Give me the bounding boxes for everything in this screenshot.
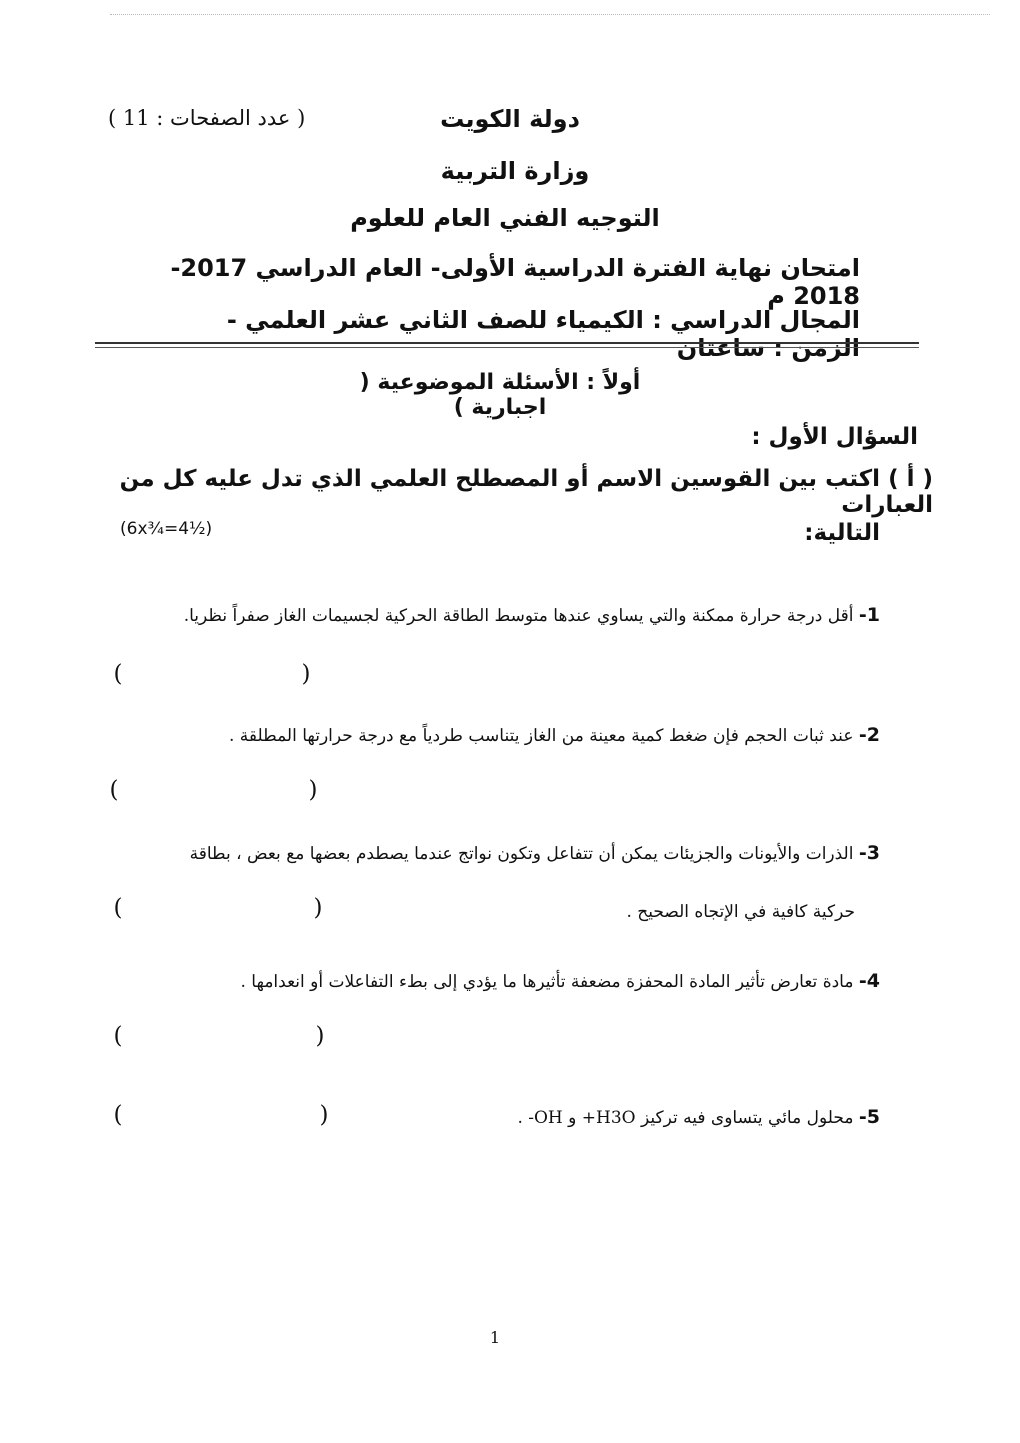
header-rule-thin xyxy=(95,347,919,348)
answer-paren-close: ) xyxy=(313,895,323,921)
answer-paren-open: ( xyxy=(113,1023,123,1049)
question-title: السؤال الأول : xyxy=(751,424,918,450)
page-count: ( عدد الصفحات : 11 ) xyxy=(108,106,306,130)
answer-blank[interactable] xyxy=(124,780,304,806)
answer-blank[interactable] xyxy=(128,664,298,690)
answer-paren-close: ) xyxy=(315,1023,325,1049)
item-number: 4- xyxy=(858,970,880,992)
exam-title: امتحان نهاية الفترة الدراسية الأولى- العام الدراسي 2017-2018 م xyxy=(170,254,860,310)
answer-blank[interactable] xyxy=(128,898,308,924)
answer-paren-open: ( xyxy=(109,777,119,803)
answer-blank[interactable] xyxy=(128,1026,308,1052)
item-text-continuation: حركية كافية في الإتجاه الصحيح . xyxy=(626,902,855,922)
list-item xyxy=(420,1106,880,1128)
state-name: دولة الكويت xyxy=(440,105,580,133)
answer-blank[interactable] xyxy=(128,1105,313,1131)
question-instruction: ( أ ) اكتب بين القوسين الاسم أو المصطلح العلمي الذي تدل عليه كل من العبارات xyxy=(119,466,933,518)
question-instruction-cont: التالية: xyxy=(804,520,880,546)
answer-paren-open: ( xyxy=(113,661,123,687)
item-text: محلول مائي يتساوى فيه تركيز H3O+ و OH- . xyxy=(517,1108,854,1128)
item-text: مادة تعارض تأثير المادة المحفزة مضعفة تأثيرها ما يؤدي إلى بطء التفاعلات أو انعدامها . xyxy=(240,972,854,992)
item-text: أقل درجة حرارة ممكنة والتي يساوي عندها متوسط الطاقة الحركية لجسيمات الغاز صفراً نظريا. xyxy=(183,606,854,626)
ministry-name: وزارة التربية xyxy=(440,157,590,185)
list-item xyxy=(118,842,880,864)
item-number: 3- xyxy=(858,842,880,864)
item-text: عند ثبات الحجم فإن ضغط كمية معينة من الغاز يتناسب طردياً مع درجة حرارتها المطلقة . xyxy=(229,726,854,746)
guidance-department: التوجيه الفني العام للعلوم xyxy=(350,204,660,232)
answer-paren-open: ( xyxy=(113,1102,123,1128)
item-number: 2- xyxy=(858,724,880,746)
list-item xyxy=(150,970,880,992)
answer-paren-close: ) xyxy=(301,661,311,687)
list-item xyxy=(150,604,880,626)
section-title: أولاً : الأسئلة الموضوعية ( اجبارية ) xyxy=(359,370,641,420)
list-item xyxy=(150,724,880,746)
answer-paren-close: ) xyxy=(308,777,318,803)
header-rule xyxy=(95,342,919,344)
answer-paren-open: ( xyxy=(113,895,123,921)
item-text: الذرات والأيونات والجزيئات يمكن أن تتفاعل وتكون نواتج عندما يصطدم بعضها مع بعض ، بطاقة xyxy=(189,844,854,864)
scan-edge-dots xyxy=(110,14,990,15)
score-label: (6x¾=4½) xyxy=(120,519,213,539)
subject-line: المجال الدراسي : الكيمياء للصف الثاني عشر العلمي - الزمن : ساعتان xyxy=(226,306,860,362)
item-number: 1- xyxy=(858,604,880,626)
page-number: 1 xyxy=(489,1328,501,1347)
item-number: 5- xyxy=(858,1106,880,1128)
answer-paren-close: ) xyxy=(319,1102,329,1128)
